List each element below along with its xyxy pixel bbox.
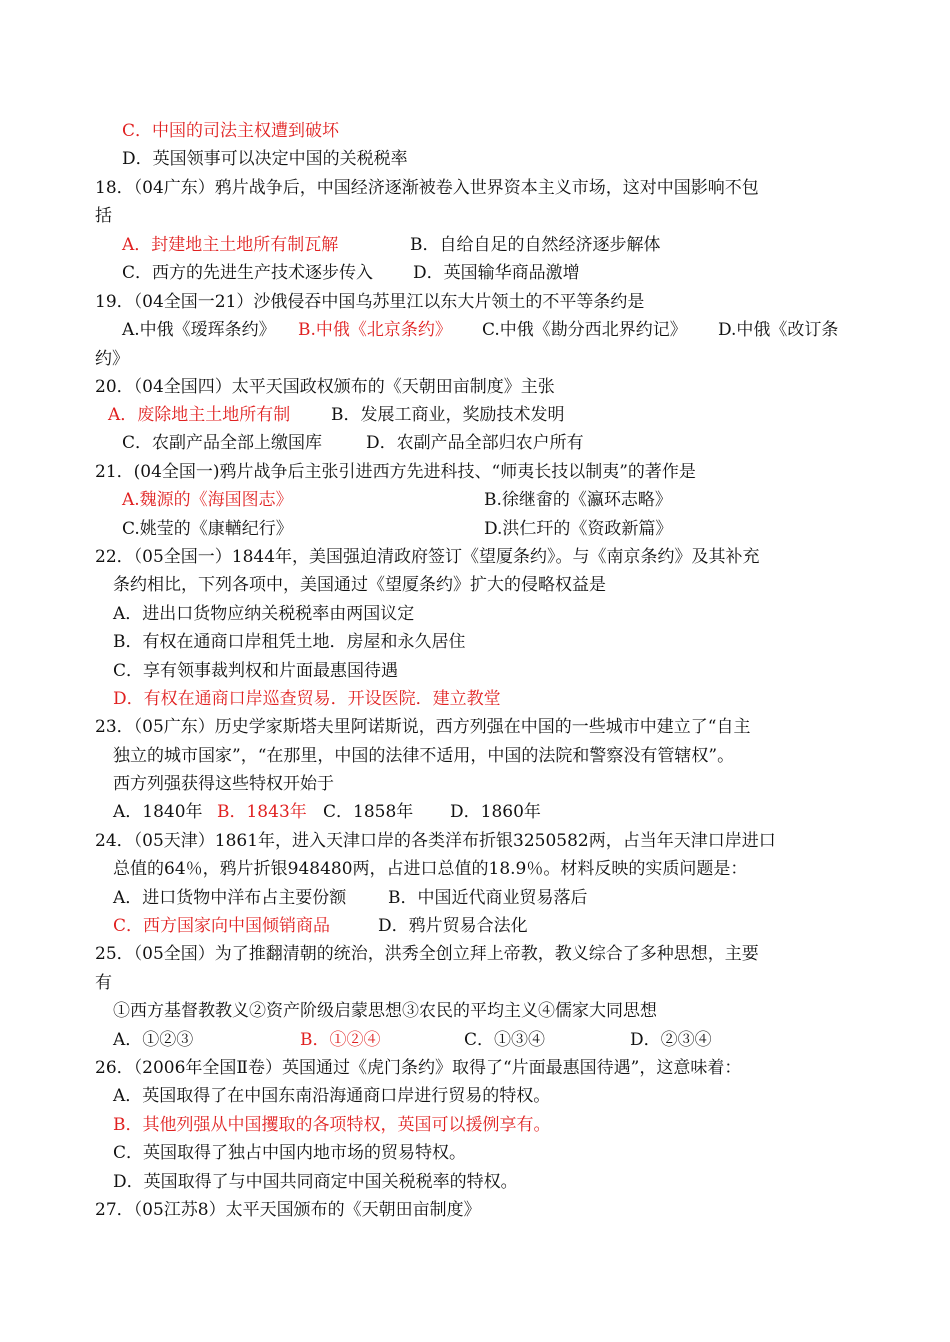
q21-option-b: B.徐继畲的《瀛环志略》	[484, 490, 672, 510]
q26-option-a: A．英国取得了在中国东南沿海通商口岸进行贸易的特权。	[113, 1086, 551, 1106]
q21-option-c: C.姚莹的《康輶纪行》	[122, 519, 293, 539]
q23-option-b: B．1843年	[217, 802, 307, 822]
q25-stem: 25．（05全国）为了推翻清朝的统治，洪秀全创立拜上帝教，教义综合了多种思想，主要	[95, 944, 759, 964]
q24-option-b: B．中国近代商业贸易落后	[388, 888, 588, 908]
q23-option-a: A．1840年	[113, 802, 203, 822]
q22-stem: 22．（05全国一）1844年，美国强迫清政府签订《望厦条约》。与《南京条约》及其补充	[95, 547, 760, 567]
q23-stem: 23．（05广东）历史学家斯塔夫里阿诺斯说，西方列强在中国的一些城市中建立了“自主	[95, 717, 751, 737]
q22-option-d: D．有权在通商口岸巡查贸易．开设医院．建立教堂	[113, 689, 501, 709]
q19-option-c: C.中俄《勘分西北界约记》	[482, 320, 687, 340]
q21-stem: 21．(04全国一)鸦片战争后主张引进西方先进科技、“师夷长技以制夷”的著作是	[95, 462, 696, 482]
q24-stem-cont: 总值的64％，鸦片折银948480两，占进口总值的18.9％。材料反映的实质问题是：	[113, 859, 748, 879]
q20-stem: 20．（04全国四）太平天国政权颁布的《天朝田亩制度》主张	[95, 377, 555, 397]
q18-option-d: D．英国输华商品激增	[413, 263, 580, 283]
q17-option-c: C．中国的司法主权遭到破坏	[122, 121, 340, 141]
q25-option-d: D．②③④	[630, 1030, 712, 1050]
q17-option-d: D．英国领事可以决定中国的关税税率	[122, 149, 408, 169]
q22-option-a: A．进出口货物应纳关税税率由两国议定	[113, 604, 415, 624]
q24-stem: 24．（05天津）1861年，进入天津口岸的各类洋布折银3250582两，占当年天津口岸进口	[95, 831, 776, 851]
q25-option-a: A．①②③	[113, 1030, 194, 1050]
q24-option-c: C．西方国家向中国倾销商品	[113, 916, 331, 936]
q18-option-c: C．西方的先进生产技术逐步传入	[122, 263, 374, 283]
q25-option-b: B．①②④	[300, 1030, 381, 1050]
q19-stem: 19．（04全国一21）沙俄侵吞中国乌苏里江以东大片领土的不平等条约是	[95, 292, 645, 312]
q26-option-b: B．其他列强从中国攫取的各项特权，英国可以援例享有。	[113, 1115, 551, 1135]
q26-option-d: D．英国取得了与中国共同商定中国关税税率的特权。	[113, 1172, 518, 1192]
q20-option-b: B．发展工商业，奖励技术发明	[331, 405, 565, 425]
q23-option-c: C．1858年	[323, 802, 414, 822]
q27-stem: 27．（05江苏8）太平天国颁布的《天朝田亩制度》	[95, 1200, 481, 1220]
q23-stem-cont-1: 独立的城市国家”，“在那里，中国的法律不适用，中国的法院和警察没有管辖权”。	[113, 746, 735, 766]
q23-stem-cont-2: 西方列强获得这些特权开始于	[113, 774, 334, 794]
q18-option-a: A．封建地主土地所有制瓦解	[122, 235, 339, 255]
q20-option-c: C．农副产品全部上缴国库	[122, 433, 323, 453]
q25-items: ①西方基督教教义②资产阶级启蒙思想③农民的平均主义④儒家大同思想	[113, 1001, 657, 1021]
q24-option-a: A．进口货物中洋布占主要份额	[113, 888, 347, 908]
q24-option-d: D．鸦片贸易合法化	[378, 916, 528, 936]
q19-option-d: D.中俄《改订条	[718, 320, 839, 340]
q23-option-d: D．1860年	[450, 802, 541, 822]
q26-stem: 26．（2006年全国Ⅱ卷）英国通过《虎门条约》取得了“片面最惠国待遇”，这意味着：	[95, 1058, 742, 1078]
q25-option-c: C．①③④	[464, 1030, 546, 1050]
q18-option-b: B．自给自足的自然经济逐步解体	[410, 235, 661, 255]
q25-stem-cont: 有	[95, 973, 112, 993]
q22-option-b: B．有权在通商口岸租凭土地．房屋和永久居住	[113, 632, 466, 652]
q18-stem-cont: 括	[95, 206, 112, 226]
q22-option-c: C．享有领事裁判权和片面最惠国待遇	[113, 661, 399, 681]
q18-stem: 18．（04广东）鸦片战争后，中国经济逐渐被卷入世界资本主义市场，这对中国影响不包	[95, 178, 759, 198]
q21-option-d: D.洪仁玕的《资政新篇》	[484, 519, 673, 539]
q22-stem-cont: 条约相比，下列各项中，美国通过《望厦条约》扩大的侵略权益是	[113, 575, 606, 595]
q20-option-d: D．农副产品全部归农户所有	[366, 433, 584, 453]
q20-option-a: A．废除地主土地所有制	[108, 405, 291, 425]
q21-option-a: A.魏源的《海国图志》	[122, 490, 293, 510]
q19-option-a: A.中俄《瑷珲条约》	[122, 320, 276, 340]
q19-option-b: B.中俄《北京条约》	[298, 320, 452, 340]
q19-option-d-cont: 约》	[95, 349, 129, 369]
q26-option-c: C．英国取得了独占中国内地市场的贸易特权。	[113, 1143, 467, 1163]
